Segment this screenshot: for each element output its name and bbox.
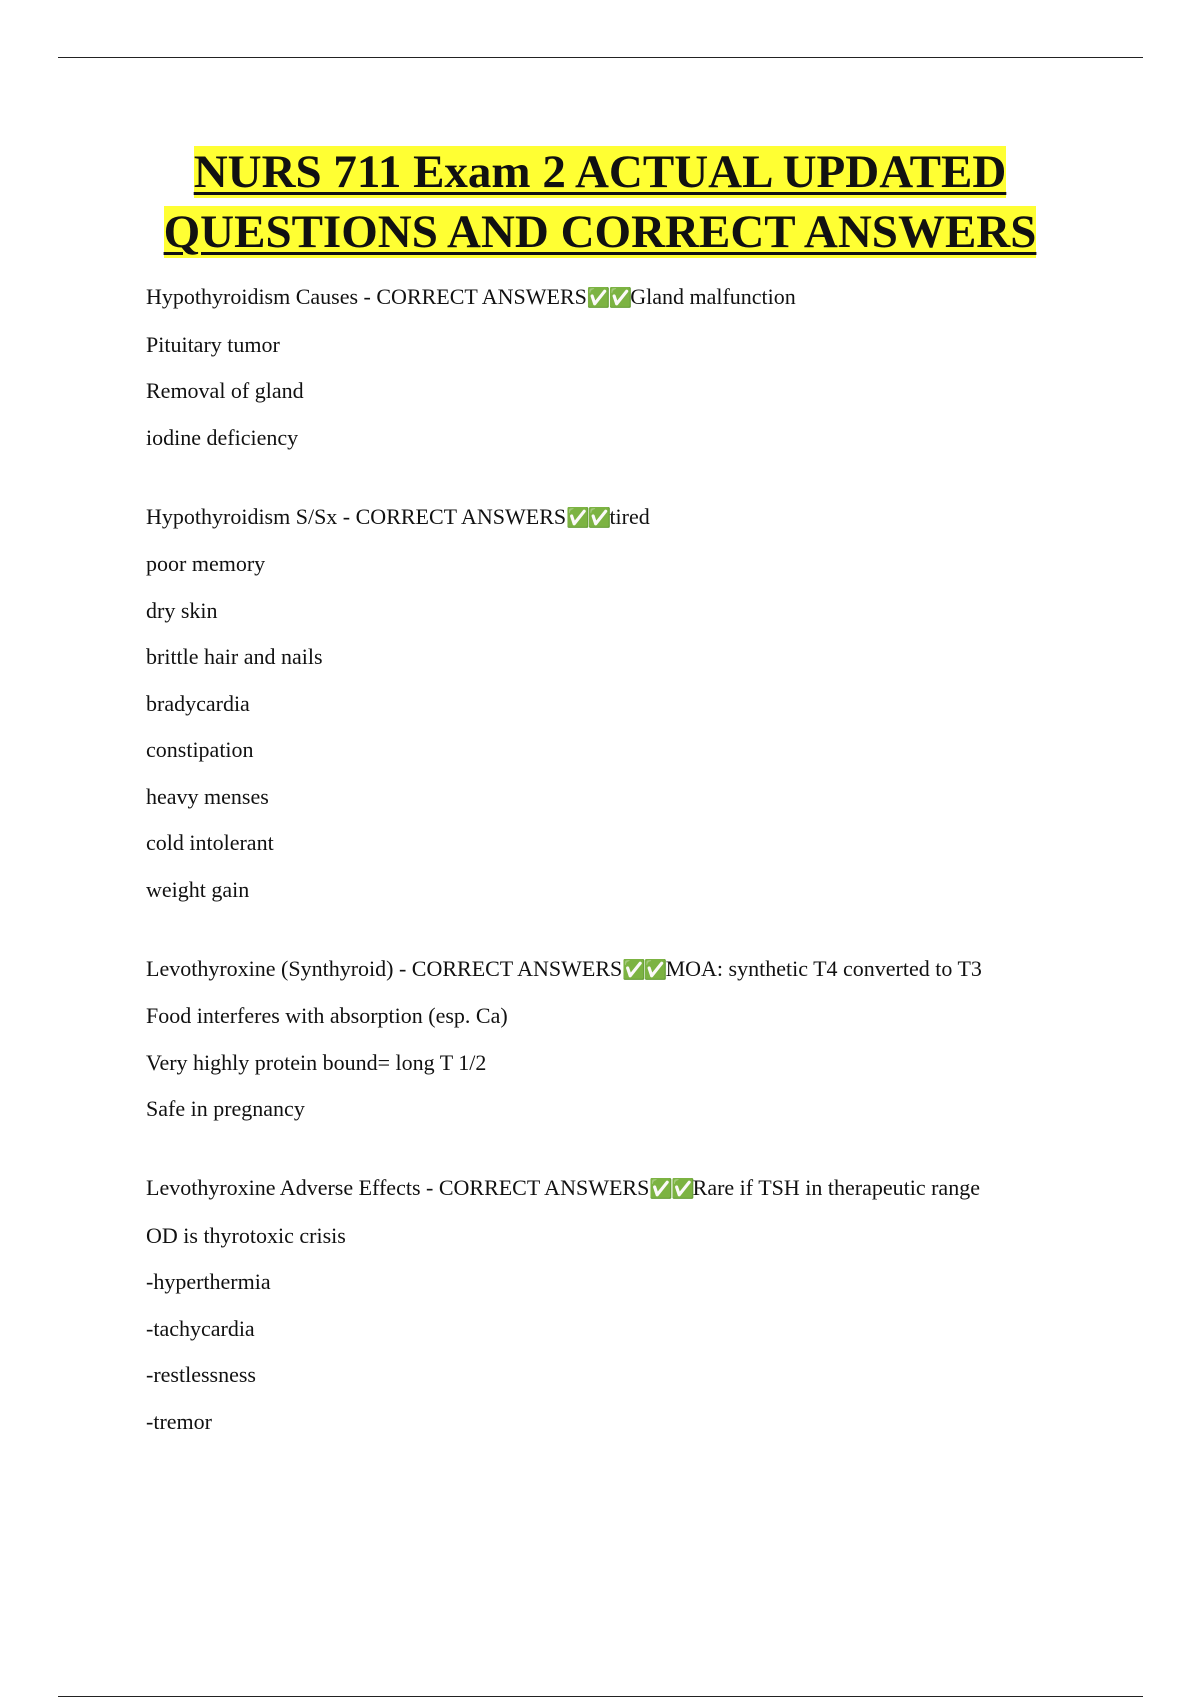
term-text: Levothyroxine Adverse Effects - CORRECT ANSWERS bbox=[146, 1175, 650, 1200]
answer-line: iodine deficiency bbox=[146, 424, 299, 450]
answer-text: MOA: synthetic T4 converted to T3 bbox=[665, 955, 982, 981]
answer-text: Gland malfunction bbox=[630, 284, 796, 309]
answer-line: Removal of gland bbox=[146, 378, 304, 403]
qa-question bbox=[146, 954, 1046, 985]
answer-line: brittle hair and nails bbox=[146, 644, 323, 669]
answer-line: weight gain bbox=[146, 876, 250, 902]
answer-line: -tachycardia bbox=[146, 1315, 255, 1341]
term-text: Levothyroxine (Synthyroid) - CORRECT ANSWERS bbox=[146, 955, 623, 981]
answer-line: OD is thyrotoxic crisis bbox=[146, 1222, 346, 1248]
answer-text: Rare if TSH in therapeutic range bbox=[692, 1175, 980, 1200]
answer-line: bradycardia bbox=[146, 690, 250, 716]
answer-line: Food interferes with absorption (esp. Ca) bbox=[146, 1003, 508, 1028]
qa-question bbox=[146, 282, 1046, 313]
check-icon: ✅✅ bbox=[649, 1178, 693, 1200]
qa-question bbox=[146, 502, 1046, 533]
title-line-2: QUESTIONS AND CORRECT ANSWERS bbox=[163, 206, 1037, 258]
answer-line: cold intolerant bbox=[146, 830, 274, 855]
qa-question bbox=[146, 1173, 1046, 1204]
check-icon: ✅✅ bbox=[566, 506, 610, 529]
answer-line: constipation bbox=[146, 737, 254, 762]
footer-rule bbox=[58, 1696, 1143, 1697]
answer-line: dry skin bbox=[146, 597, 218, 623]
answer-line: Pituitary tumor bbox=[146, 331, 280, 357]
header-rule bbox=[58, 57, 1143, 58]
term-text: Hypothyroidism S/Sx - CORRECT ANSWERS bbox=[146, 503, 567, 529]
qa-block bbox=[146, 282, 1046, 453]
answer-line: Very highly protein bound= long T 1/2 bbox=[146, 1049, 487, 1075]
term-text: Hypothyroidism Causes - CORRECT ANSWERS bbox=[146, 284, 587, 309]
answer-line: -tremor bbox=[146, 1408, 212, 1434]
answer-text: tired bbox=[609, 503, 650, 529]
check-icon: ✅✅ bbox=[586, 287, 631, 309]
check-icon: ✅✅ bbox=[622, 958, 666, 981]
document-title bbox=[0, 142, 1200, 262]
title-line-1: NURS 711 Exam 2 ACTUAL UPDATED bbox=[193, 146, 1007, 198]
answer-line: heavy menses bbox=[146, 783, 269, 809]
answer-line: -restlessness bbox=[146, 1362, 256, 1387]
answer-line: poor memory bbox=[146, 551, 266, 576]
qa-block bbox=[146, 502, 1046, 905]
answer-line: Safe in pregnancy bbox=[146, 1096, 305, 1121]
answer-line: -hyperthermia bbox=[146, 1269, 271, 1294]
qa-block bbox=[146, 1173, 1046, 1437]
qa-content bbox=[146, 282, 1046, 1486]
qa-block bbox=[146, 954, 1046, 1125]
